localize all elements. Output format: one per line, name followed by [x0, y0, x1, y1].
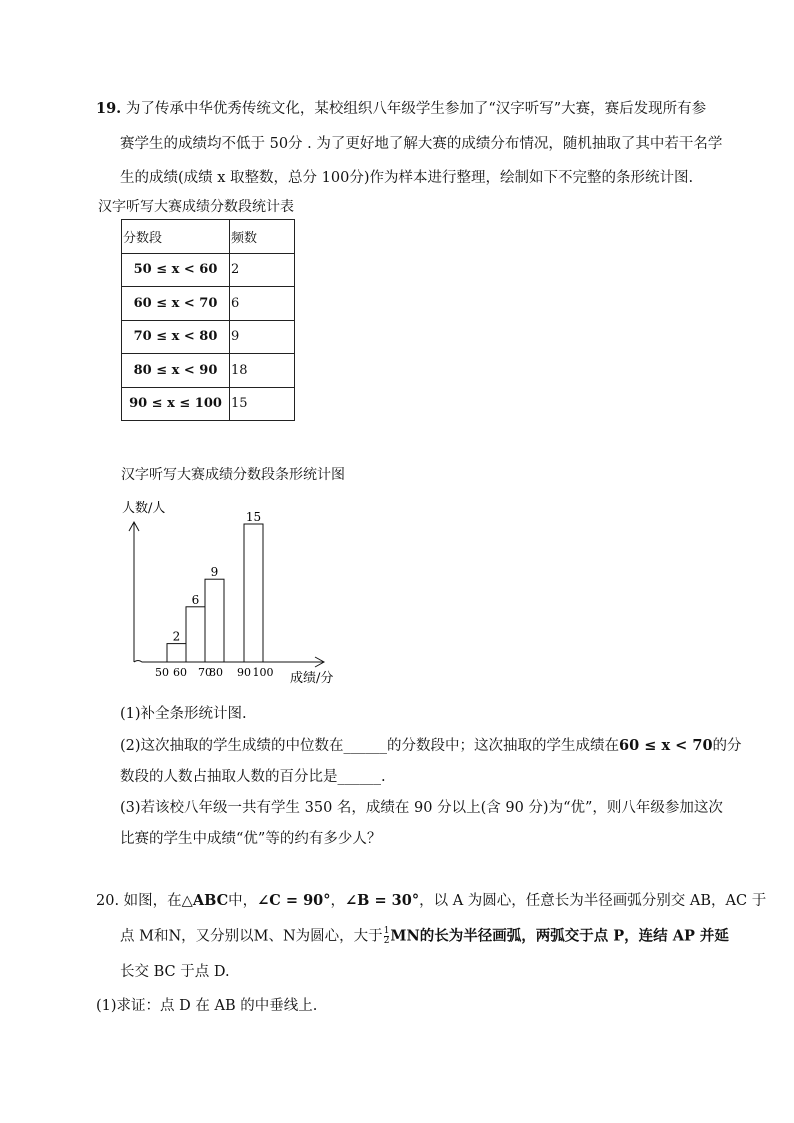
table-header-frequency: 频数	[230, 220, 295, 254]
q20-triangle: △ABC	[181, 892, 229, 909]
q20-line-2	[120, 927, 729, 946]
table-row	[122, 287, 295, 321]
q19-number: 19.	[96, 100, 122, 117]
q19-part-3-line-2: 比赛的学生中成绩“优”等的约有多少人？	[120, 831, 382, 847]
bar	[244, 524, 263, 662]
q19-part-2-line-1	[120, 737, 742, 755]
q20-fraction-numerator: 1	[383, 926, 390, 936]
table-cell-frequency: 9	[230, 320, 295, 354]
q19-line-2: 赛学生的成绩均不低于 50分 . 为了更好地了解大赛的成绩分布情况，随机抽取了其中若干名学	[120, 136, 723, 152]
table-row	[122, 253, 295, 287]
q19-part-2-line-2: 数段的人数占抽取人数的百分比是______.	[120, 769, 386, 785]
q20-text-1d: ，	[330, 893, 346, 909]
x-tick-label: 50	[155, 666, 169, 679]
table-row	[122, 320, 295, 354]
table-cell-frequency: 15	[230, 387, 295, 421]
bar-value-label: 6	[191, 592, 200, 607]
x-tick-label: 80	[209, 666, 223, 679]
q19-line-1	[96, 100, 706, 118]
q20-angle-c: ∠C = 90°	[257, 892, 331, 909]
table-cell-segment: 50 ≤ x < 60	[122, 253, 230, 287]
bar	[186, 607, 205, 662]
q20-text-1b: 中，	[228, 893, 258, 909]
q20-part-1: (1)求证：点 D 在 AB 的中垂线上.	[96, 998, 318, 1014]
q19-line-3: 生的成绩(成绩 x 取整数，总分 100分)作为样本进行整理，绘制如下不完整的条形统计图.	[120, 170, 694, 186]
q20-number: 20.	[96, 893, 120, 909]
frequency-table	[121, 219, 295, 421]
table-cell-segment: 90 ≤ x ≤ 100	[122, 387, 230, 421]
table-row	[122, 354, 295, 388]
table-cell-segment: 80 ≤ x < 90	[122, 354, 230, 388]
x-tick-label: 70	[198, 666, 212, 679]
bar	[167, 644, 186, 662]
q19-part-3-line-1: (3)若该校八年级一共有学生 350 名，成绩在 90 分以上(含 90 分)为“优”，则八年级参加这次	[120, 800, 723, 816]
bar-value-label: 2	[172, 629, 181, 644]
table-cell-frequency: 18	[230, 354, 295, 388]
q20-line-3: 长交 BC 于点 D.	[120, 964, 230, 980]
table-title: 汉字听写大赛成绩分数段统计表	[98, 199, 294, 215]
q19-text-1: 为了传承中华优秀传统文化，某校组织八年级学生参加了“汉字听写”大赛，赛后发现所有参	[125, 101, 707, 117]
x-axis-line	[134, 661, 324, 663]
q19-part-1: (1)补全条形统计图.	[120, 706, 247, 722]
bar-chart	[110, 490, 350, 690]
q20-text-1a: 如图，在	[123, 893, 182, 909]
table-cell-frequency: 6	[230, 287, 295, 321]
q20-text-2b: MN的长为半径画弧，两弧交于点 P，连结 AP 并延	[390, 927, 729, 945]
table-header-row	[122, 220, 295, 254]
table-header-segment: 分数段	[122, 220, 230, 254]
x-tick-label: 100	[252, 666, 274, 679]
q19-part-2-text-b: 的分	[712, 738, 742, 754]
chart-title: 汉字听写大赛成绩分数段条形统计图	[121, 467, 345, 483]
q20-fraction	[384, 927, 390, 946]
bar	[205, 579, 224, 662]
table-cell-segment: 60 ≤ x < 70	[122, 287, 230, 321]
q20-line-1	[96, 892, 766, 910]
q19-part-2-math: 60 ≤ x < 70	[619, 737, 713, 754]
y-axis-label: 人数/人	[122, 501, 166, 516]
bar-value-label: 15	[245, 510, 262, 524]
table-cell-segment: 70 ≤ x < 80	[122, 320, 230, 354]
q20-text-1f: ，以 A 为圆心，任意长为半径画弧分别交 AB，AC 于	[419, 893, 767, 909]
x-tick-label: 60	[173, 666, 187, 679]
q20-text-2a: 点 M和N，又分别以M、N为圆心，大于	[120, 928, 383, 945]
bar-value-label: 9	[210, 565, 219, 580]
q19-part-2-text-a: (2)这次抽取的学生成绩的中位数在______的分数段中；这次抽取的学生成绩在	[120, 738, 620, 754]
x-axis-label: 成绩/分	[290, 671, 334, 686]
table-cell-frequency: 2	[230, 253, 295, 287]
x-tick-label: 90	[237, 666, 251, 679]
table-row	[122, 387, 295, 421]
q20-angle-b: ∠B = 30°	[345, 892, 420, 909]
q20-fraction-denominator: 2	[383, 936, 390, 946]
